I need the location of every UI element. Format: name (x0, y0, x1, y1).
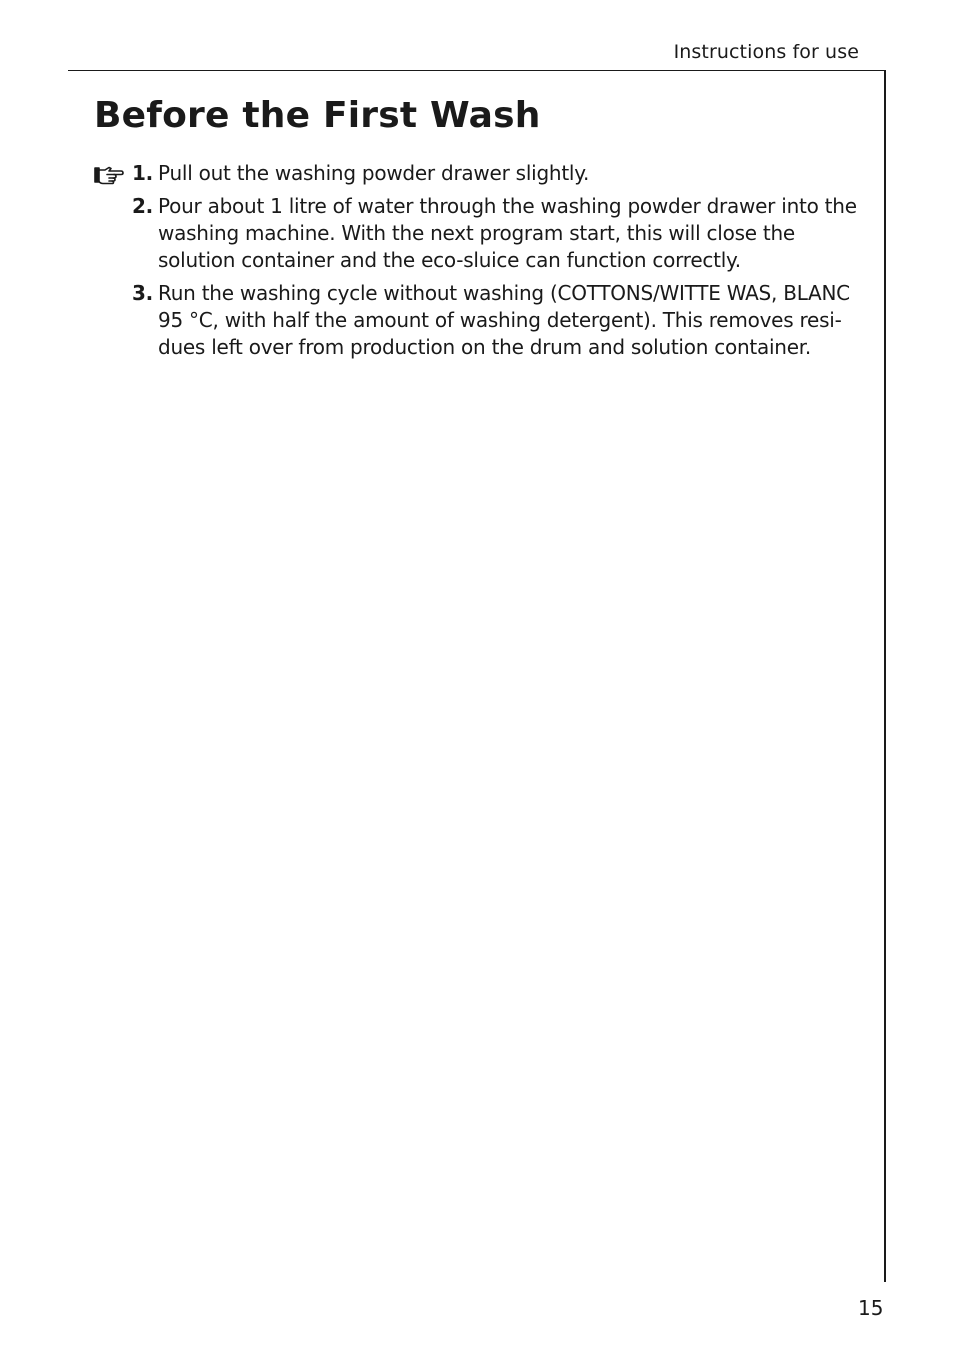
header-rule (68, 70, 886, 71)
step-text: Run the washing cycle without washing (COTTONS/WITTE WAS, BLANC 95 °C, with half the amount of washing detergent). This removes resi-dues left over from production on the drum and solution container. (158, 281, 850, 359)
instruction-step-2 (94, 193, 864, 274)
pointing-hand-icon (94, 165, 124, 185)
step-number: 1. (132, 161, 154, 185)
margin-rule (884, 70, 886, 1282)
instruction-list (94, 160, 864, 367)
step-number: 2. (132, 194, 154, 218)
instruction-step-3 (94, 280, 864, 361)
step-text: Pull out the washing powder drawer slightly. (158, 161, 590, 185)
running-header: Instructions for use (673, 41, 859, 63)
page-title: Before the First Wash (94, 95, 541, 136)
page-number: 15 (858, 1296, 884, 1320)
step-text: Pour about 1 litre of water through the washing powder drawer into the washing machine. With the next program start, this will close the solution container and the eco-sluice can function correctly. (158, 194, 857, 272)
instruction-step-1 (94, 160, 864, 187)
step-number: 3. (132, 281, 154, 305)
